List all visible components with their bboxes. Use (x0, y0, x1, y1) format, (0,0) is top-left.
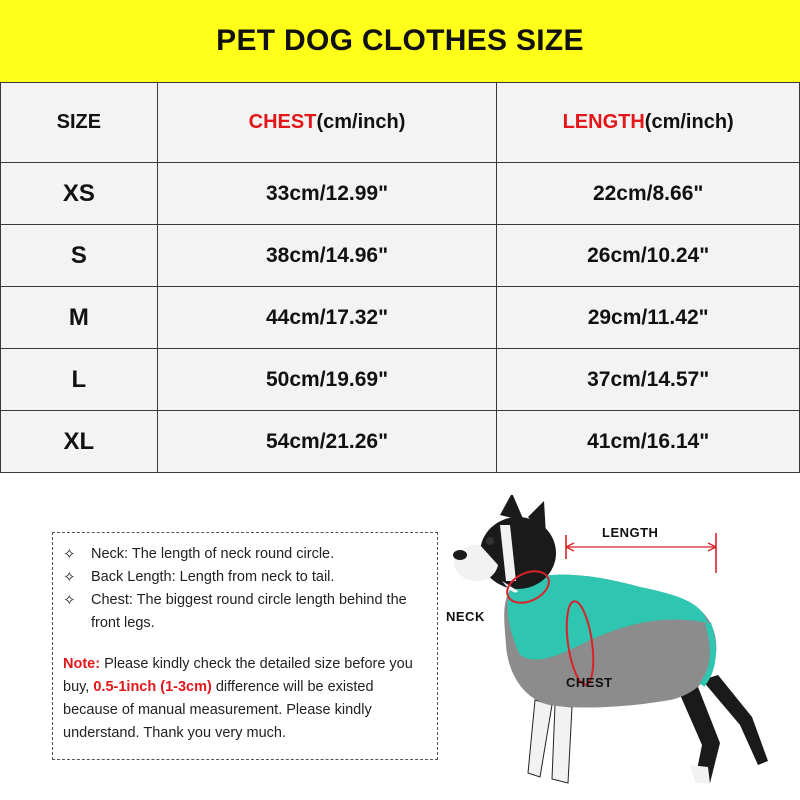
dog-head (453, 495, 556, 593)
length-cell: 37cm/14.57" (497, 349, 800, 411)
sparkle-bullet-icon: ✧ (63, 546, 76, 563)
sparkle-bullet-icon: ✧ (63, 592, 76, 609)
header-chest-label: CHEST (248, 111, 317, 133)
header-length (497, 83, 800, 163)
list-item (63, 566, 427, 589)
table-row (1, 287, 800, 349)
length-cell: 22cm/8.66" (497, 163, 800, 225)
note-text-1: Please kindly check the detailed size before you buy, (63, 656, 413, 695)
header-chest-unit: (cm/inch) (316, 111, 406, 133)
length-cell: 29cm/11.42" (497, 287, 800, 349)
title-banner (0, 0, 800, 82)
table-row (1, 163, 800, 225)
chest-cell: 44cm/17.32" (157, 287, 497, 349)
table-row (1, 349, 800, 411)
list-item (63, 543, 427, 566)
length-cell: 26cm/10.24" (497, 225, 800, 287)
chest-cell: 50cm/19.69" (157, 349, 497, 411)
chest-cell: 38cm/14.96" (157, 225, 497, 287)
list-item (63, 589, 427, 635)
length-label: LENGTH (602, 525, 659, 540)
note-chest: Chest: The biggest round circle length behind the front legs. (91, 592, 407, 631)
note-highlight: 0.5-1inch (1-3cm) (93, 679, 212, 695)
header-size: SIZE (1, 83, 158, 163)
note-text-2: difference will be existed because of manual measurement. Please kindly understand. Thank you very much. (63, 679, 374, 741)
page-title: PET DOG CLOTHES SIZE (216, 24, 584, 57)
neck-label: NECK (446, 609, 485, 624)
note-neck: Neck: The length of neck round circle. (91, 546, 335, 562)
note-back-length: Back Length: Length from neck to tail. (91, 569, 335, 585)
chest-cell: 54cm/21.26" (157, 411, 497, 473)
note-label: Note: (63, 656, 101, 672)
dog-illustration (440, 495, 780, 795)
disclaimer (63, 653, 427, 745)
size-table (0, 82, 800, 473)
header-length-label: LENGTH (562, 111, 645, 133)
measurement-notes (52, 532, 438, 760)
size-cell: S (1, 225, 158, 287)
dog-measurement-figure (440, 495, 780, 795)
sparkle-bullet-icon: ✧ (63, 569, 76, 586)
size-cell: XS (1, 163, 158, 225)
size-cell: XL (1, 411, 158, 473)
chest-cell: 33cm/12.99" (157, 163, 497, 225)
table-header-row (1, 83, 800, 163)
notes-list (63, 543, 427, 635)
length-cell: 41cm/16.14" (497, 411, 800, 473)
header-length-unit: (cm/inch) (644, 111, 734, 133)
size-cell: L (1, 349, 158, 411)
header-chest (157, 83, 497, 163)
chest-label: CHEST (566, 675, 613, 690)
table-row (1, 411, 800, 473)
table-row (1, 225, 800, 287)
size-cell: M (1, 287, 158, 349)
